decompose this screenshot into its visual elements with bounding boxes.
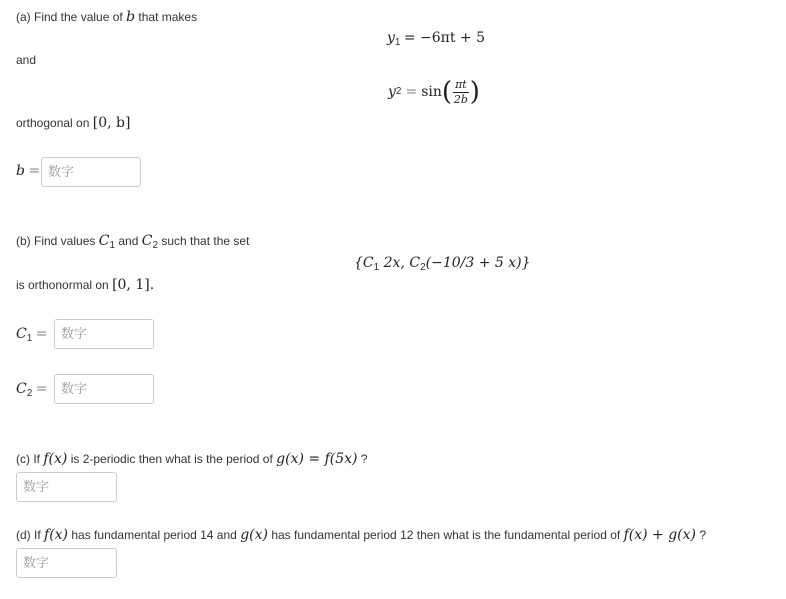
set-expr-part-3: (−10/3 + 5 x)} bbox=[425, 255, 531, 271]
orthonormal-text: is orthonormal on bbox=[16, 278, 109, 292]
part-b-c1: C bbox=[98, 233, 110, 249]
part-d-expr-sum: f(x) + g(x) bbox=[623, 527, 696, 543]
answer-c2-label bbox=[16, 381, 47, 397]
part-d-text-3: has fundamental period 12 then what is the fundamental period of bbox=[271, 528, 621, 542]
answer-b-label bbox=[16, 163, 40, 179]
part-b-c2: C bbox=[141, 233, 153, 249]
part-b-c2-sub: 2 bbox=[152, 240, 158, 251]
interval-b: [0, 1]. bbox=[112, 277, 155, 293]
y2-sin: sin bbox=[421, 84, 442, 100]
part-b-orthonormal-line bbox=[16, 277, 154, 293]
y2-lhs: y bbox=[388, 84, 396, 100]
fraction-denominator: 2b bbox=[453, 92, 468, 106]
orthogonal-text: orthogonal on bbox=[16, 116, 90, 130]
answer-c2-input[interactable] bbox=[54, 374, 154, 404]
part-d-expr-g: g(x) bbox=[240, 527, 268, 543]
c1-equals: = bbox=[35, 326, 48, 342]
set-expr-sub-2: 2 bbox=[420, 262, 426, 273]
answer-c1-label bbox=[16, 326, 47, 342]
c2-label: C bbox=[16, 381, 27, 397]
y1-rhs: = −6πt + 5 bbox=[403, 30, 486, 46]
part-d-text-4: ? bbox=[699, 528, 707, 542]
part-a-and: and bbox=[16, 53, 37, 67]
right-paren: ) bbox=[469, 77, 480, 107]
part-b-intro: (b) Find values bbox=[16, 234, 96, 248]
part-a-prompt bbox=[16, 9, 197, 25]
set-expr-sub-1: 1 bbox=[373, 262, 380, 273]
c2-label-sub: 2 bbox=[26, 388, 33, 399]
equation-y1 bbox=[387, 30, 485, 46]
c1-label-sub: 1 bbox=[26, 333, 33, 344]
c1-label: C bbox=[16, 326, 27, 342]
b-label: b bbox=[16, 163, 25, 179]
part-a-intro-var: b bbox=[126, 9, 136, 25]
y1-sub: 1 bbox=[394, 37, 401, 48]
part-c-expr-g: g(x) = f(5x) bbox=[276, 451, 358, 467]
part-b-c1-sub: 1 bbox=[109, 240, 115, 251]
y1-lhs: y bbox=[387, 30, 395, 46]
part-a-intro-tail: that makes bbox=[138, 10, 198, 24]
answer-c1-input[interactable] bbox=[54, 319, 154, 349]
part-b-intro-tail: such that the set bbox=[161, 234, 250, 248]
part-c-text-1: (c) If bbox=[16, 452, 40, 466]
part-c-text-3: ? bbox=[360, 452, 368, 466]
answer-c-input[interactable] bbox=[16, 472, 117, 502]
fraction-numerator: πt bbox=[455, 77, 467, 91]
part-d-prompt bbox=[16, 527, 706, 543]
part-b-and: and bbox=[118, 234, 139, 248]
equation-y2: y 2 = sin ( $\frac{\pi t}{2b}$ ) bbox=[388, 77, 480, 107]
part-a-orthogonal-line bbox=[16, 115, 130, 131]
c2-equals: = bbox=[35, 381, 48, 397]
part-d-expr-f: f(x) bbox=[44, 527, 69, 543]
answer-b-input[interactable] bbox=[41, 157, 141, 187]
part-d-text-2: has fundamental period 14 and bbox=[71, 528, 237, 542]
left-paren: ( bbox=[441, 77, 453, 107]
part-c-expr-f: f(x) bbox=[43, 451, 68, 467]
set-expr-part-1: {C bbox=[354, 255, 374, 271]
sin-argument-fraction bbox=[453, 79, 469, 106]
interval-a: [0, b] bbox=[92, 115, 131, 131]
set-expr-part-2: 2x, C bbox=[379, 255, 421, 271]
part-a-intro: (a) Find the value of bbox=[16, 10, 123, 24]
part-c-text-2: is 2-periodic then what is the period of bbox=[70, 452, 273, 466]
answer-d-input[interactable] bbox=[16, 548, 117, 578]
set-expression bbox=[354, 255, 531, 271]
b-equals: = bbox=[28, 163, 41, 179]
part-b-prompt bbox=[16, 233, 249, 249]
part-d-text-1: (d) If bbox=[16, 528, 41, 542]
y2-equals: = bbox=[405, 84, 418, 100]
part-c-prompt bbox=[16, 451, 368, 467]
